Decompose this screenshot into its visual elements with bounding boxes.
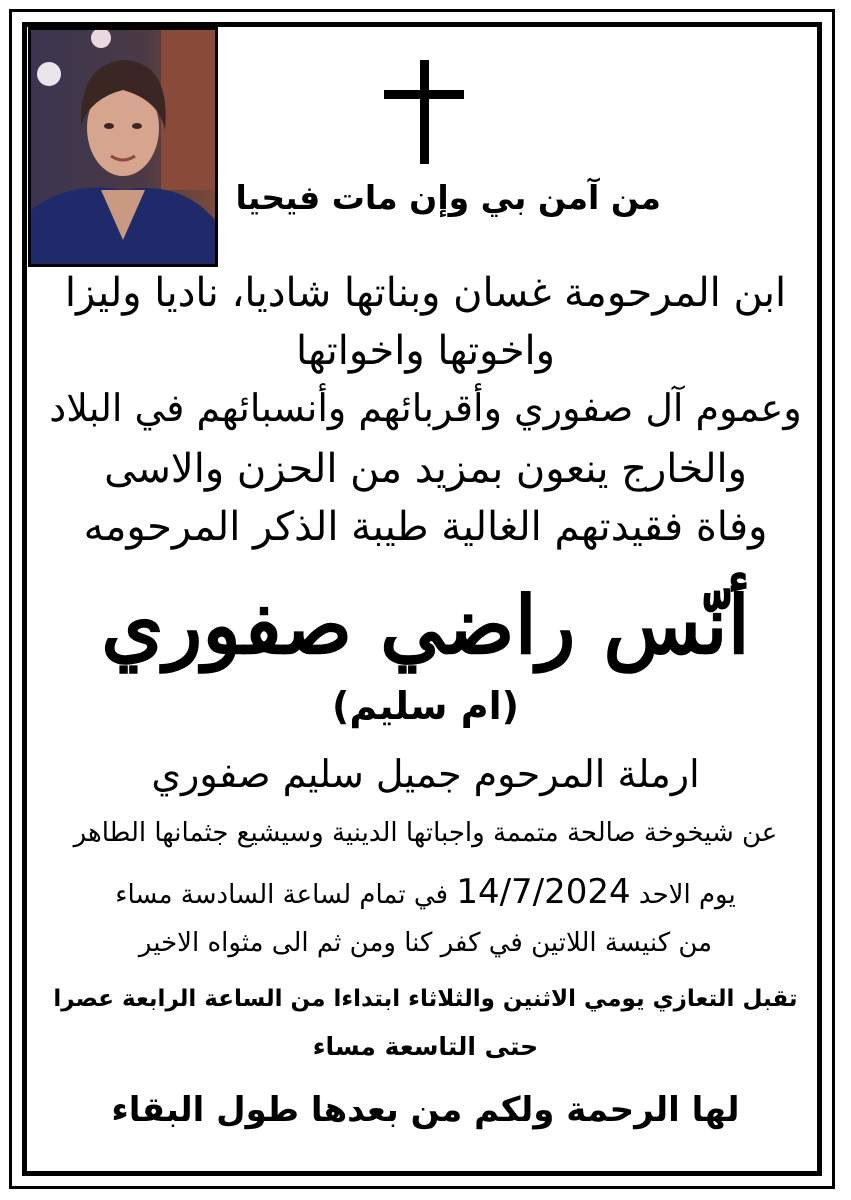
- deceased-photo: [28, 27, 218, 267]
- condolences-line-1: تقبل التعازي يومي الاثنين والثلاثاء ابتداءا من الساعة الرابعة عصرا: [53, 986, 798, 1012]
- widow-of-line: ارملة المرحوم جميل سليم صفوري: [151, 752, 700, 796]
- deceased-nickname: (ام سليم): [331, 684, 520, 728]
- announcement-line-1: ابن المرحومة غسان وبناتها شاديا، ناديا وليزا: [64, 270, 787, 316]
- condolences-line-2: حتى التاسعة مساء: [312, 1032, 539, 1061]
- announcement-line-4: والخارج ينعون بمزيد من الحزن والاسى: [104, 446, 747, 492]
- closing-line: لها الرحمة ولكم من بعدها طول البقاء: [111, 1090, 740, 1130]
- bible-verse: من آمن بي وإن مات فيحيا: [235, 178, 661, 217]
- funeral-time: في تمام لساعة السادسة مساء: [115, 880, 449, 910]
- funeral-line-2: [0, 872, 851, 912]
- funeral-line-1: عن شيخوخة صالحة متممة واجباتها الدينية وسيشيع جثمانها الطاهر: [73, 818, 778, 848]
- announcement-line-2: واخوتها واخواتها: [296, 328, 555, 374]
- funeral-line-3: من كنيسة اللاتين في كفر كنا ومن ثم الى مثواه الاخير: [138, 928, 713, 958]
- announcement-line-3: وعموم آل صفوري وأقربائهم وأنسبائهم في البلاد: [49, 386, 802, 430]
- funeral-day: يوم الاحد: [638, 880, 736, 910]
- deceased-name: أنّس راضي صفوري: [101, 578, 750, 672]
- funeral-date: 14/7/2024: [456, 872, 631, 912]
- announcement-line-5: وفاة فقيدتهم الغالية طيبة الذكر المرحومه: [83, 504, 768, 550]
- cross-icon: [384, 60, 464, 164]
